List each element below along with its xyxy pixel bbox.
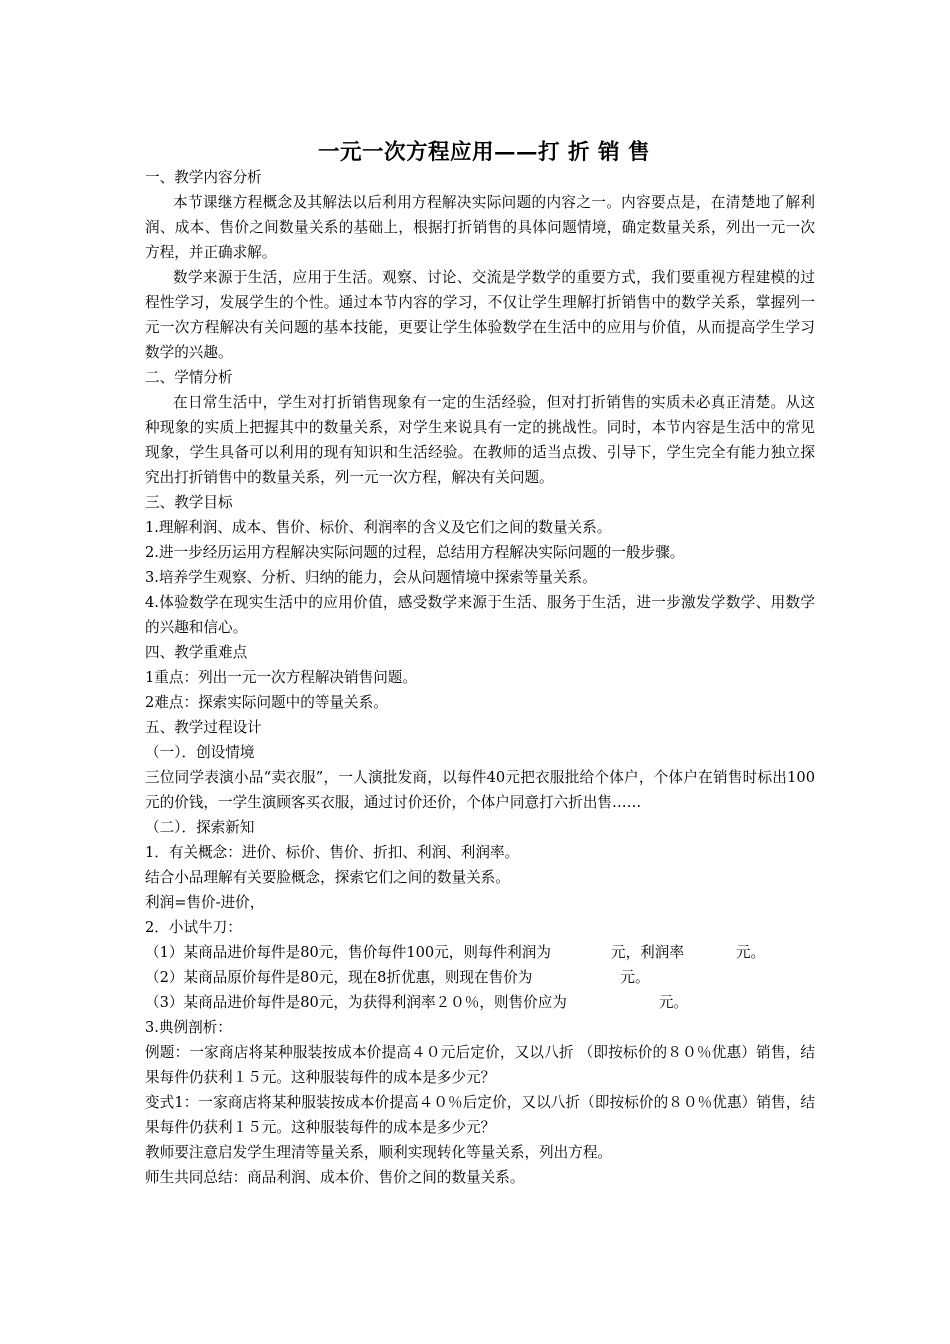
- subsection-heading-scenario: （一）．创设情境: [145, 744, 255, 761]
- document-body: [145, 138, 815, 1190]
- question-1-text: 元，利润率: [610, 944, 684, 961]
- paragraph-student-analysis: 在日常生活中，学生对打折销售现象有一定的生活经验，但对打折销售的实质未必真正清楚。从这种现象的实质上把握其中的数量关系，对学生来说具有一定的挑战性。同时，本节内容是生活中的常见现象，学生具备可以利用的现有知识和生活经验。在教师的适当点拨、引导下，学生完全有能力独立探究出打折销售中的数量关系，列一元一次方程，解决有关问题。: [145, 394, 815, 486]
- question-3-text: （3）某商品进价每件是80元，为获得利润率２０％，则售价应为: [145, 994, 567, 1011]
- objective-item: 2.进一步经历运用方程解决实际问题的过程，总结用方程解决实际问题的一般步骤。: [145, 544, 685, 561]
- section-heading-objectives: 三、教学目标: [145, 494, 233, 511]
- question-3-text: 元。: [658, 994, 689, 1011]
- subsection-heading-explore: （二）．探索新知: [145, 819, 255, 836]
- key-point-item: 2难点：探索实际问题中的等量关系。: [145, 694, 388, 711]
- section-heading-key-points: 四、教学重难点: [145, 644, 248, 661]
- question-1-text: （1）某商品进价每件是80元，售价每件100元，则每件利润为: [145, 944, 551, 961]
- objective-item: 1.理解利润、成本、售价、标价、利润率的含义及它们之间的数量关系。: [145, 519, 612, 536]
- concepts-line: 1．有关概念：进价、标价、售价、折扣、利润、利润率。: [145, 844, 520, 861]
- section-heading-student-analysis: 二、学情分析: [145, 369, 233, 386]
- trial-heading: 2．小试牛刀：: [145, 919, 242, 936]
- summary-line: 师生共同总结：商品利润、成本价、售价之间的数量关系。: [145, 1169, 525, 1186]
- document-title: 一元一次方程应用——打 折 销 售: [318, 140, 650, 165]
- question-2: [145, 965, 815, 990]
- combine-line: 结合小品理解有关要脸概念，探索它们之间的数量关系。: [145, 869, 510, 886]
- paragraph-content-analysis-1: 本节课继方程概念及其解法以后利用方程解决实际问题的内容之一。内容要点是，在清楚地了解利润、成本、售价之间数量关系的基础上，根据打折销售的具体问题情境，确定数量关系，列出一元一次方程，并正确求解。: [145, 194, 815, 261]
- paragraph-content-analysis-2: 数学来源于生活，应用于生活。观察、讨论、交流是学数学的重要方式，我们要重视方程建模的过程性学习，发展学生的个性。通过本节内容的学习，不仅让学生理解打折销售中的数学关系，掌握列一元一次方程解决有关问题的基本技能，更要让学生体验数学在生活中的应用与价值，从而提高学生学习数学的兴趣。: [145, 269, 815, 361]
- question-2-text: 元。: [620, 969, 650, 986]
- objective-item: 3.培养学生观察、分析、归纳的能力，会从问题情境中探索等量关系。: [145, 569, 597, 586]
- key-point-item: 1重点：列出一元一次方程解决销售问题。: [145, 669, 417, 686]
- paragraph-scenario: 三位同学表演小品“卖衣服”，一人演批发商，以每件40元把衣服批给个体户，个体户在销售时标出100元的价钱，一学生演顾客买衣服，通过讨价还价，个体户同意打六折出售……: [145, 769, 815, 811]
- profit-formula: 利润=售价-进价，: [145, 894, 265, 911]
- variant-problem: 变式1：一家商店将某种服装按成本价提高４０％后定价，又以八折（即按标价的８０％优惠）销售，结果每件仍获利１５元。这种服装每件的成本是多少元？: [145, 1094, 815, 1136]
- example-heading: 3.典例剖析：: [145, 1019, 232, 1036]
- question-1: [145, 940, 815, 965]
- example-problem: 例题：一家商店将某种服装按成本价提高４０元后定价，又以八折 （即按标价的８０％优惠）销售，结果每件仍获利１５元。这种服装每件的成本是多少元？: [145, 1044, 815, 1086]
- question-2-text: （2）某商品原价每件是80元，现在8折优惠，则现在售价为: [145, 969, 533, 986]
- objective-item: 4.体验数学在现实生活中的应用价值，感受数学来源于生活、服务于生活，进一步激发学数学、用数学的兴趣和信心。: [145, 594, 815, 636]
- question-1-text: 元。: [735, 944, 766, 961]
- teacher-note: 教师要注意启发学生理清等量关系，顺利实现转化等量关系，列出方程。: [145, 1144, 613, 1161]
- question-3: [145, 990, 815, 1015]
- section-heading-content-analysis: 一、教学内容分析: [145, 169, 262, 186]
- section-heading-process: 五、教学过程设计: [145, 719, 262, 736]
